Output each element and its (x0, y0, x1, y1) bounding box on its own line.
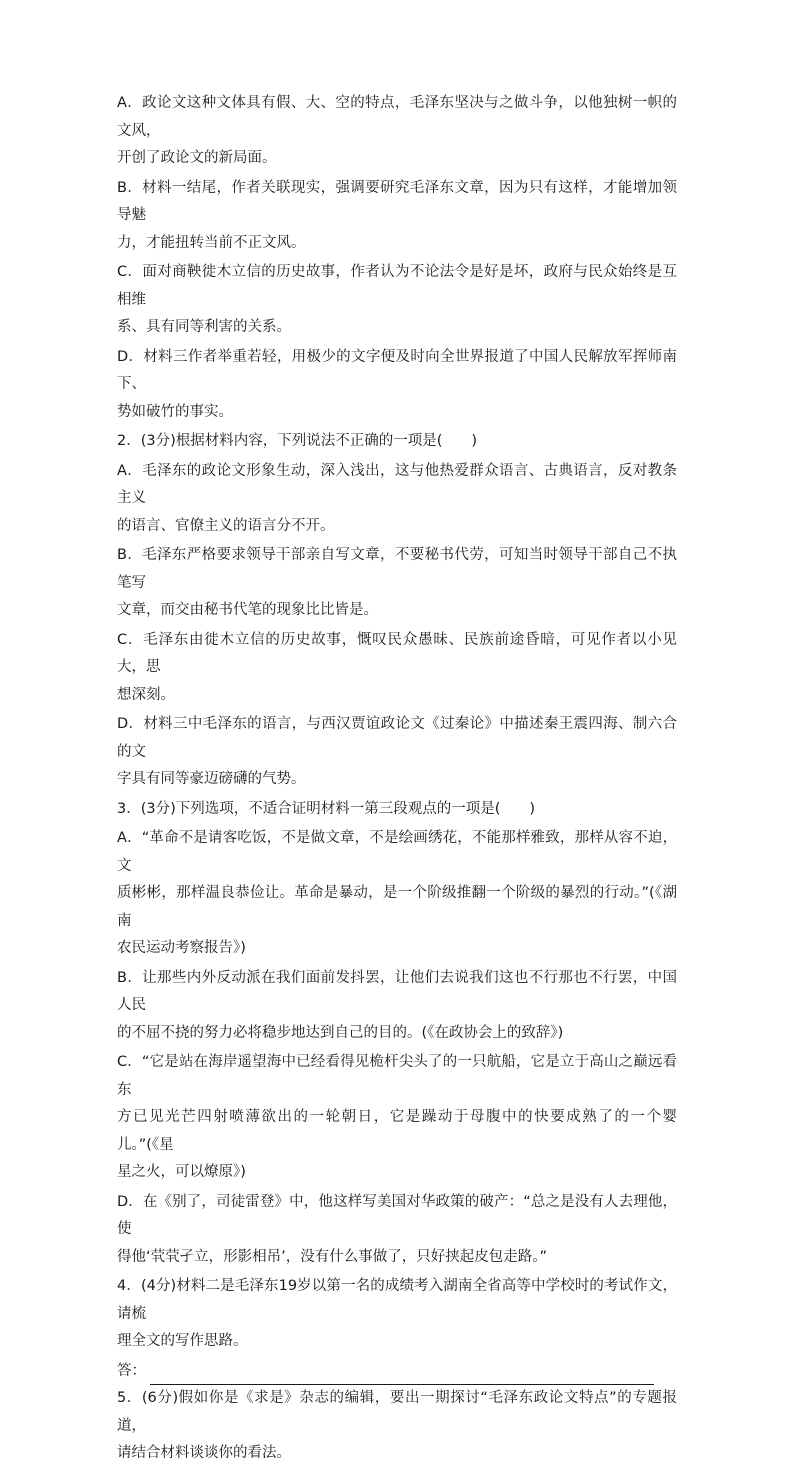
paragraph-line: 想深刻。 (117, 686, 175, 703)
question-5-line-2: 请结合材料谈谈你的看法。 (117, 1445, 291, 1461)
paragraph-line: 2．(3分)根据材料内容，下列说法不正确的一项是( ) (117, 433, 478, 449)
paragraph (117, 1049, 677, 1187)
paragraph-line: 的不屈不挠的努力必将稳步地达到自己的目的。(《在政协会上的致辞》) (117, 1024, 564, 1041)
paragraph (117, 542, 677, 625)
paragraph (117, 1189, 677, 1272)
paragraph (117, 711, 677, 794)
document-page (117, 90, 677, 1470)
paragraph-line: 理全文的写作思路。 (117, 1333, 248, 1349)
question-5-line-1: 5．(6分)假如你是《求是》杂志的编辑，要出一期探讨“毛泽东政论文特点”的专题报道， (117, 1390, 677, 1434)
paragraph-line: B．毛泽东严格要求领导干部亲自写文章，不要秘书代劳，可知当时领导干部自己不执笔写 (117, 547, 677, 591)
paragraph (117, 796, 677, 824)
paragraph-line: 文章，而交由秘书代笔的现象比比皆是。 (117, 602, 378, 618)
paragraph-line: A．毛泽东的政论文形象生动，深入浅出，这与他热爱群众语言、古典语言，反对教条主义 (117, 462, 677, 506)
paragraph (117, 90, 677, 173)
answer-line (150, 1366, 654, 1385)
paragraph-line: C．面对商鞅徙木立信的历史故事，作者认为不论法令是好是坏，政府与民众始终是互相维 (117, 264, 677, 308)
paragraph-line: 系、具有同等利害的关系。 (117, 319, 291, 335)
paragraph-line: 4．(4分)材料二是毛泽东19岁以第一名的成绩考入湖南全省高等中学校时的考试作文，请梳 (117, 1278, 677, 1322)
paragraph-line: 得他‘茕茕孑立，形影相吊’，没有什么事做了，只好挟起皮包走路。” (117, 1248, 547, 1265)
paragraph (117, 428, 677, 456)
paragraph (117, 627, 677, 710)
paragraph-line: 方已见光芒四射喷薄欲出的一轮朝日，它是躁动于母腹中的快要成熟了的一个婴儿。”(《星 (117, 1109, 677, 1153)
paragraph-line: B．让那些内外反动派在我们面前发抖罢，让他们去说我们这也不行那也不行罢，中国人民 (117, 969, 677, 1013)
paragraph-line: 力，才能扭转当前不正文风。 (117, 234, 306, 251)
paragraph (117, 965, 677, 1048)
paragraph-line: 星之火，可以燎原》) (117, 1164, 246, 1180)
paragraph (117, 825, 677, 963)
paragraph-line: 农民运动考察报告》) (117, 940, 246, 956)
paragraph-line: C．“它是站在海岸遥望海中已经看得见桅杆尖头了的一只航船，它是立于高山之巅远看东 (117, 1054, 677, 1098)
paragraph-line: A．政论文这种文体具有假、大、空的特点，毛泽东坚决与之做斗争，以他独树一帜的文风， (117, 95, 677, 139)
paragraph-line: B．材料一结尾，作者关联现实，强调要研究毛泽东文章，因为只有这样，才能增加领导魅 (117, 179, 677, 223)
paragraph (117, 1273, 677, 1356)
paragraph (117, 344, 677, 427)
paragraph-line: D．在《别了，司徒雷登》中，他这样写美国对华政策的破产：“总之是没有人去理他，使 (117, 1193, 677, 1237)
paragraph-line: D．材料三中毛泽东的语言，与西汉贾谊政论文《过秦论》中描述秦王震四海、制六合的文 (117, 716, 677, 760)
paragraph-line: 3．(3分)下列选项，不适合证明材料一第三段观点的一项是( ) (117, 800, 536, 817)
paragraph-line: 开创了政论文的新局面。 (117, 150, 277, 166)
paragraph-line: 势如破竹的事实。 (117, 403, 233, 420)
question-5 (117, 1385, 677, 1468)
paragraph (117, 259, 677, 342)
answer-row (117, 1358, 677, 1386)
document-body (117, 90, 677, 1356)
paragraph-line: C．毛泽东由徙木立信的历史故事，慨叹民众愚昧、民族前途昏暗，可见作者以小见大，思 (117, 631, 677, 675)
paragraph (117, 175, 677, 258)
paragraph (117, 458, 677, 541)
paragraph-line: D．材料三作者举重若轻，用极少的文字便及时向全世界报道了中国人民解放军挥师南下、 (117, 348, 677, 392)
answer-label: 答： (117, 1362, 146, 1379)
paragraph-line: A．“革命不是请客吃饭，不是做文章，不是绘画绣花，不能那样雅致，那样从容不迫，文 (117, 830, 677, 874)
paragraph-line: 的语言、官僚主义的语言分不开。 (117, 517, 335, 534)
paragraph-line: 字具有同等豪迈磅礴的气势。 (117, 771, 306, 787)
paragraph-line: 质彬彬，那样温良恭俭让。革命是暴动，是一个阶级推翻一个阶级的暴烈的行动。”(《湖南 (117, 885, 677, 929)
